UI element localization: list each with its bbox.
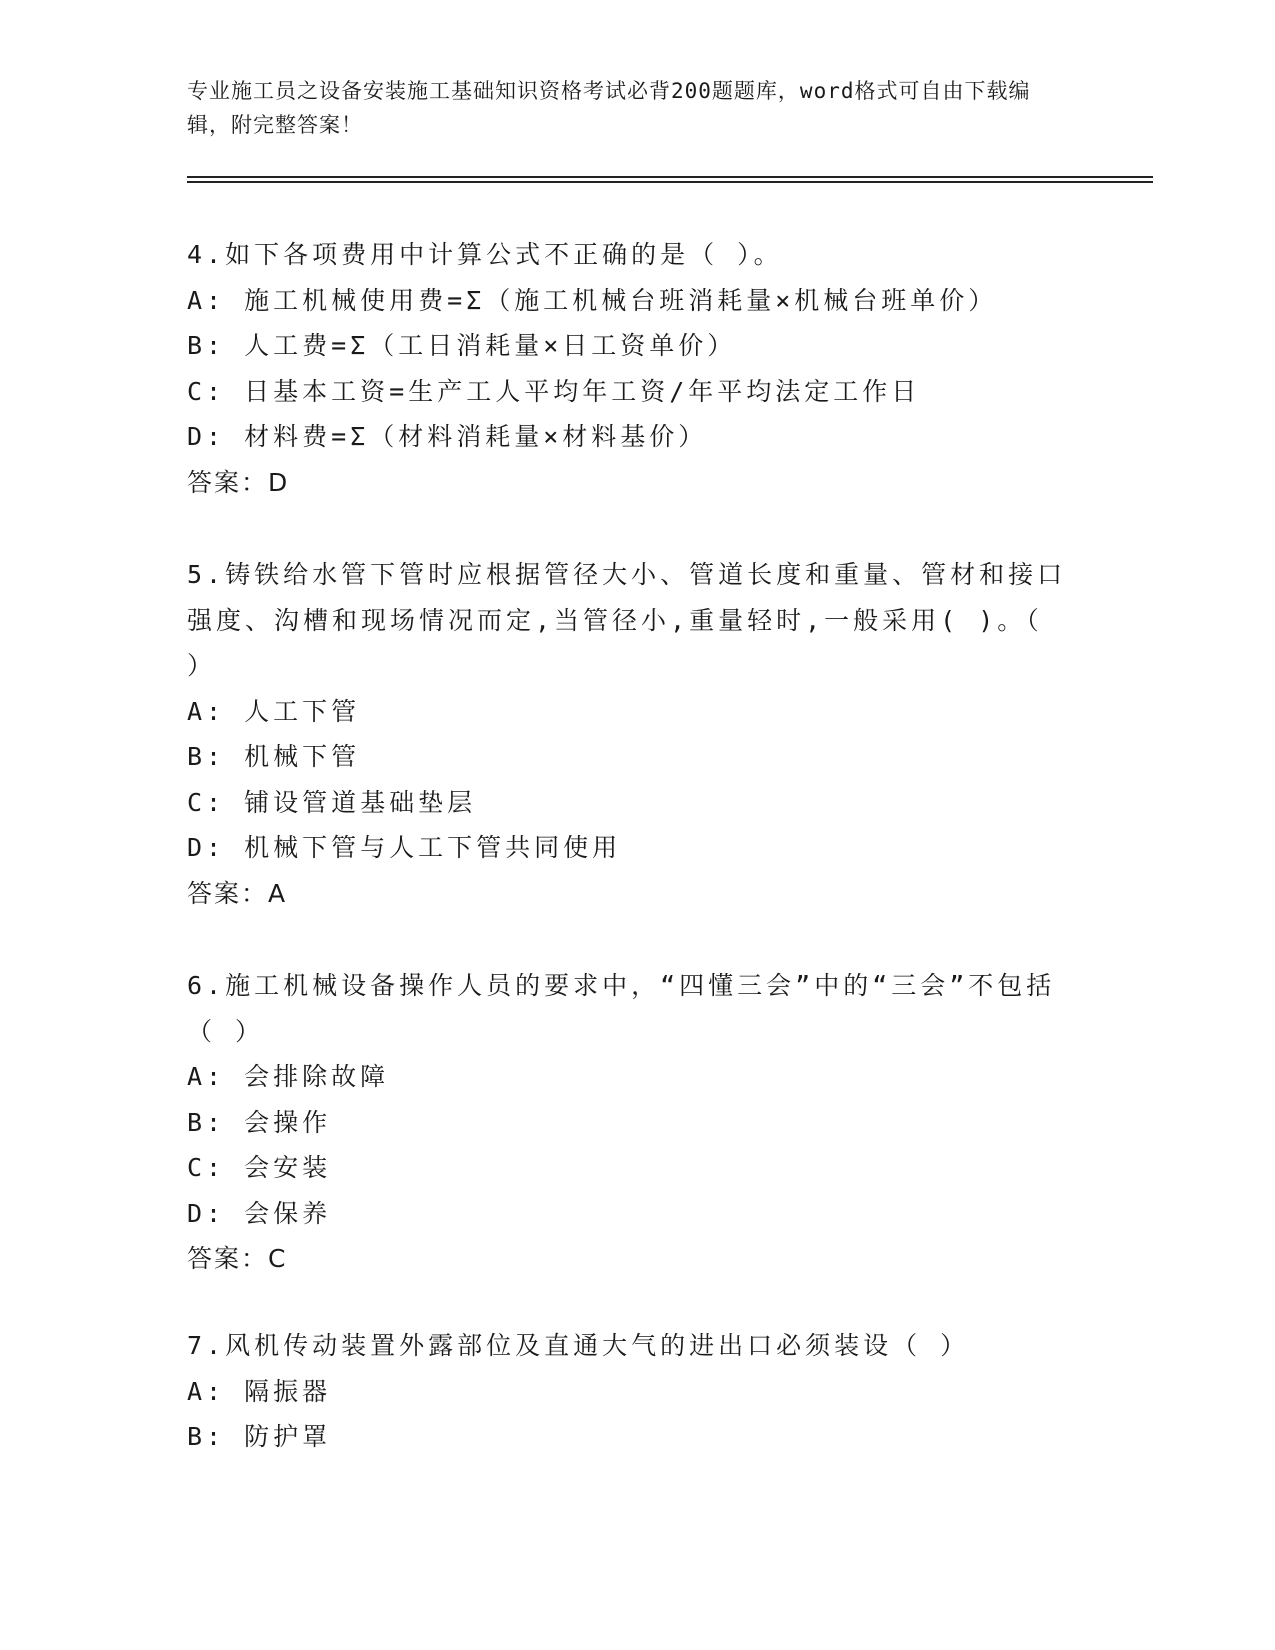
question-answer: 答案：D (187, 467, 290, 497)
question-answer: 答案：C (187, 1244, 288, 1273)
header-divider-line (187, 176, 1153, 178)
question-block (187, 552, 1067, 916)
answer-option: A: 会排除故障 (187, 1062, 390, 1091)
answer-option: B: 会操作 (187, 1107, 332, 1137)
answer-option: A: 隔振器 (187, 1376, 332, 1406)
header-divider-line (187, 181, 1153, 183)
answer-option: A: 施工机械使用费=Σ（施工机械台班消耗量×机械台班单价） (187, 285, 998, 315)
answer-option: C: 日基本工资=生产工人平均年工资/年平均法定工作日 (187, 376, 921, 406)
answer-option: D: 材料费=Σ（材料消耗量×材料基价） (187, 422, 708, 451)
question-stem: 6.施工机械设备操作人员的要求中，“四懂三会”中的“三会”不包括（ ） (187, 971, 1056, 1046)
question-block (187, 232, 1067, 505)
question-stem: 5.铸铁给水管下管时应根据管径大小、管道长度和重量、管材和接口强度、沟槽和现场情况而定,当管径小,重量轻时,一般采用( )。（ ） (187, 560, 1067, 680)
answer-option: D: 机械下管与人工下管共同使用 (187, 833, 622, 862)
question-stem: 7.风机传动装置外露部位及直通大气的进出口必须装设（ ） (187, 1331, 970, 1360)
answer-option: A: 人工下管 (187, 696, 361, 726)
answer-option: C: 会安装 (187, 1153, 332, 1182)
answer-option: D: 会保养 (187, 1198, 332, 1228)
question-stem: 4.如下各项费用中计算公式不正确的是（ ）。 (187, 240, 783, 269)
question-answer: 答案：A (187, 878, 288, 908)
question-block (187, 1323, 1067, 1460)
answer-option: B: 机械下管 (187, 742, 361, 771)
question-block (187, 963, 1067, 1282)
answer-option: B: 人工费=Σ（工日消耗量×日工资单价） (187, 331, 737, 360)
document-header-title: 专业施工员之设备安装施工基础知识资格考试必背200题题库，word格式可自由下载编辑，附完整答案！ (187, 79, 1031, 137)
answer-option: B: 防护罩 (187, 1422, 332, 1451)
answer-option: C: 铺设管道基础垫层 (187, 787, 477, 817)
